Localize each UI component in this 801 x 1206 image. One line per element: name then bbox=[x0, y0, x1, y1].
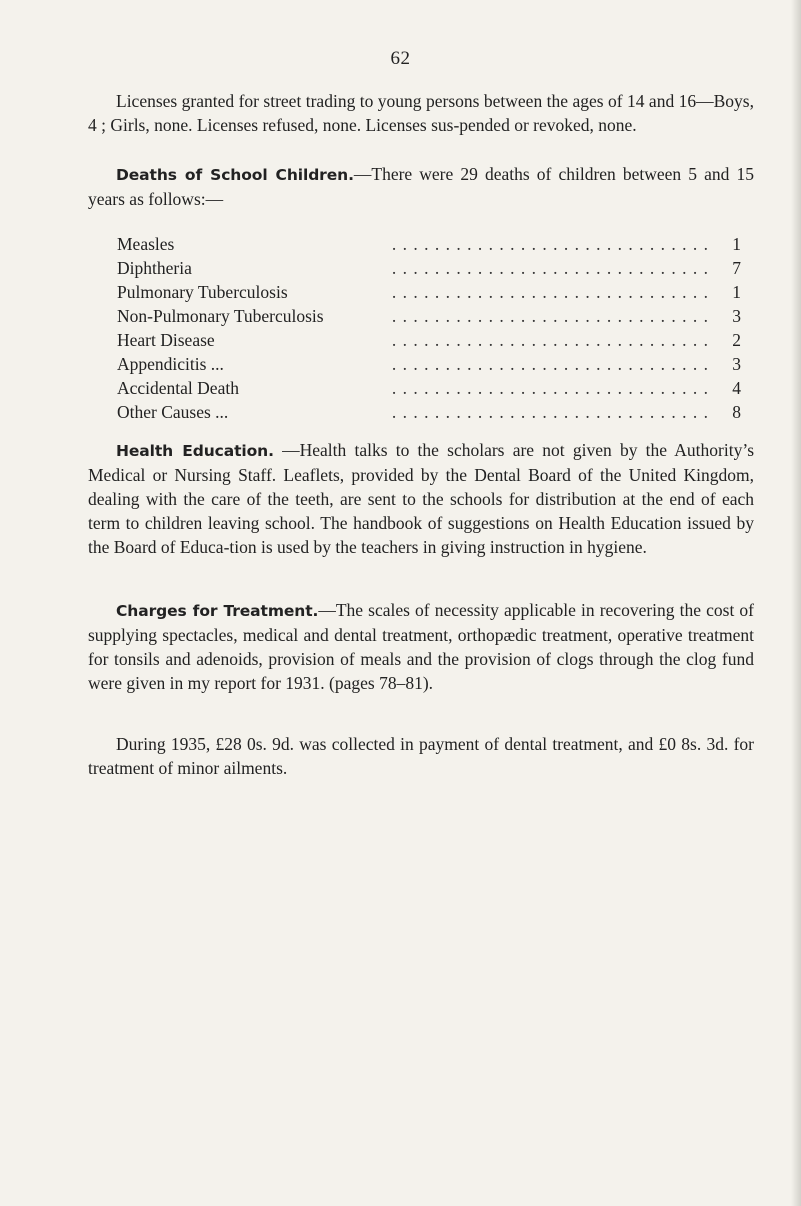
deaths-row bbox=[117, 256, 741, 280]
deaths-row bbox=[117, 328, 741, 352]
deaths-row bbox=[117, 232, 741, 256]
deaths-cause: Other Causes ... bbox=[117, 402, 229, 422]
deaths-cause: Heart Disease bbox=[117, 330, 215, 350]
deaths-row bbox=[117, 280, 741, 304]
deaths-cause: Diphtheria bbox=[117, 258, 192, 278]
charges-text: —The scales of necessity applicable in recovering the cost of supplying spectacles, medical and dental treatment, orthopædic treatment, operative treatment for tonsils and adenoids, provision of meals and the provision of clogs through the clog fund were given in my report for 1931. (pages 78–81). bbox=[88, 600, 755, 693]
deaths-cause: Measles bbox=[117, 234, 175, 254]
deaths-count: 3 bbox=[732, 306, 741, 326]
deaths-count: 2 bbox=[732, 330, 741, 350]
health-education-paragraph bbox=[88, 438, 754, 559]
page-edge-shadow bbox=[791, 0, 801, 1206]
dot-leader: . . . . . . . . . . . . . . . . . . . . . . . . . . . . . . bbox=[391, 234, 709, 254]
licenses-paragraph: Licenses granted for street trading to young persons between the ages of 14 and 16—Boys, 4 ; Girls, none. Licenses refused, none. Licenses sus-pended or revoked, none. bbox=[88, 91, 754, 135]
deaths-row bbox=[117, 400, 741, 424]
deaths-count: 3 bbox=[732, 354, 741, 374]
deaths-count: 8 bbox=[732, 402, 741, 422]
deaths-count: 4 bbox=[732, 378, 741, 398]
dot-leader: . . . . . . . . . . . . . . . . . . . . . . . . . . . . . . bbox=[391, 306, 709, 326]
charges-paragraph bbox=[88, 598, 754, 695]
deaths-heading: Deaths of School Children. bbox=[116, 166, 354, 184]
deaths-row bbox=[117, 304, 741, 328]
dot-leader: . . . . . . . . . . . . . . . . . . . . . . . . . . . . . . bbox=[391, 378, 709, 398]
dot-leader: . . . . . . . . . . . . . . . . . . . . . . . . . . . . . . bbox=[391, 354, 709, 374]
page-number: 62 bbox=[390, 48, 411, 69]
deaths-cause: Pulmonary Tuberculosis bbox=[117, 282, 288, 302]
deaths-table bbox=[117, 232, 741, 424]
dot-leader: . . . . . . . . . . . . . . . . . . . . . . . . . . . . . . bbox=[391, 258, 709, 278]
deaths-count: 7 bbox=[732, 258, 741, 278]
deaths-cause: Accidental Death bbox=[117, 378, 239, 398]
health-education-text: —Health talks to the scholars are not given by the Authority’s Medical or Nursing Staff. Leaflets, provided by the Dental Board of the United Kingdom, dealing with the care of the teeth, are sent to the schools for distribution at the end of each term to children leaving school. The handbook of suggestions on Health Education issued by the Board of Educa-tion is used by the teachers in giving instruction in hygiene. bbox=[88, 440, 755, 557]
deaths-cause: Appendicitis ... bbox=[117, 354, 224, 374]
dot-leader: . . . . . . . . . . . . . . . . . . . . . . . . . . . . . . bbox=[391, 282, 709, 302]
deaths-count: 1 bbox=[732, 282, 741, 302]
deaths-count: 1 bbox=[732, 234, 741, 254]
charges-heading: Charges for Treatment. bbox=[116, 602, 319, 620]
deaths-cause: Non-Pulmonary Tuberculosis bbox=[117, 306, 324, 326]
deaths-paragraph bbox=[88, 162, 754, 211]
dot-leader: . . . . . . . . . . . . . . . . . . . . . . . . . . . . . . bbox=[391, 330, 709, 350]
dot-leader: . . . . . . . . . . . . . . . . . . . . . . . . . . . . . . bbox=[391, 402, 709, 422]
deaths-intro-text: —There were 29 deaths of children between 5 and 15 years as follows:— bbox=[88, 164, 754, 209]
deaths-row bbox=[117, 352, 741, 376]
collections-paragraph: During 1935, £28 0s. 9d. was collected in payment of dental treatment, and £0 8s. 3d. for treatment of minor ailments. bbox=[88, 734, 754, 778]
deaths-row bbox=[117, 376, 741, 400]
health-education-heading: Health Education. bbox=[116, 442, 274, 460]
